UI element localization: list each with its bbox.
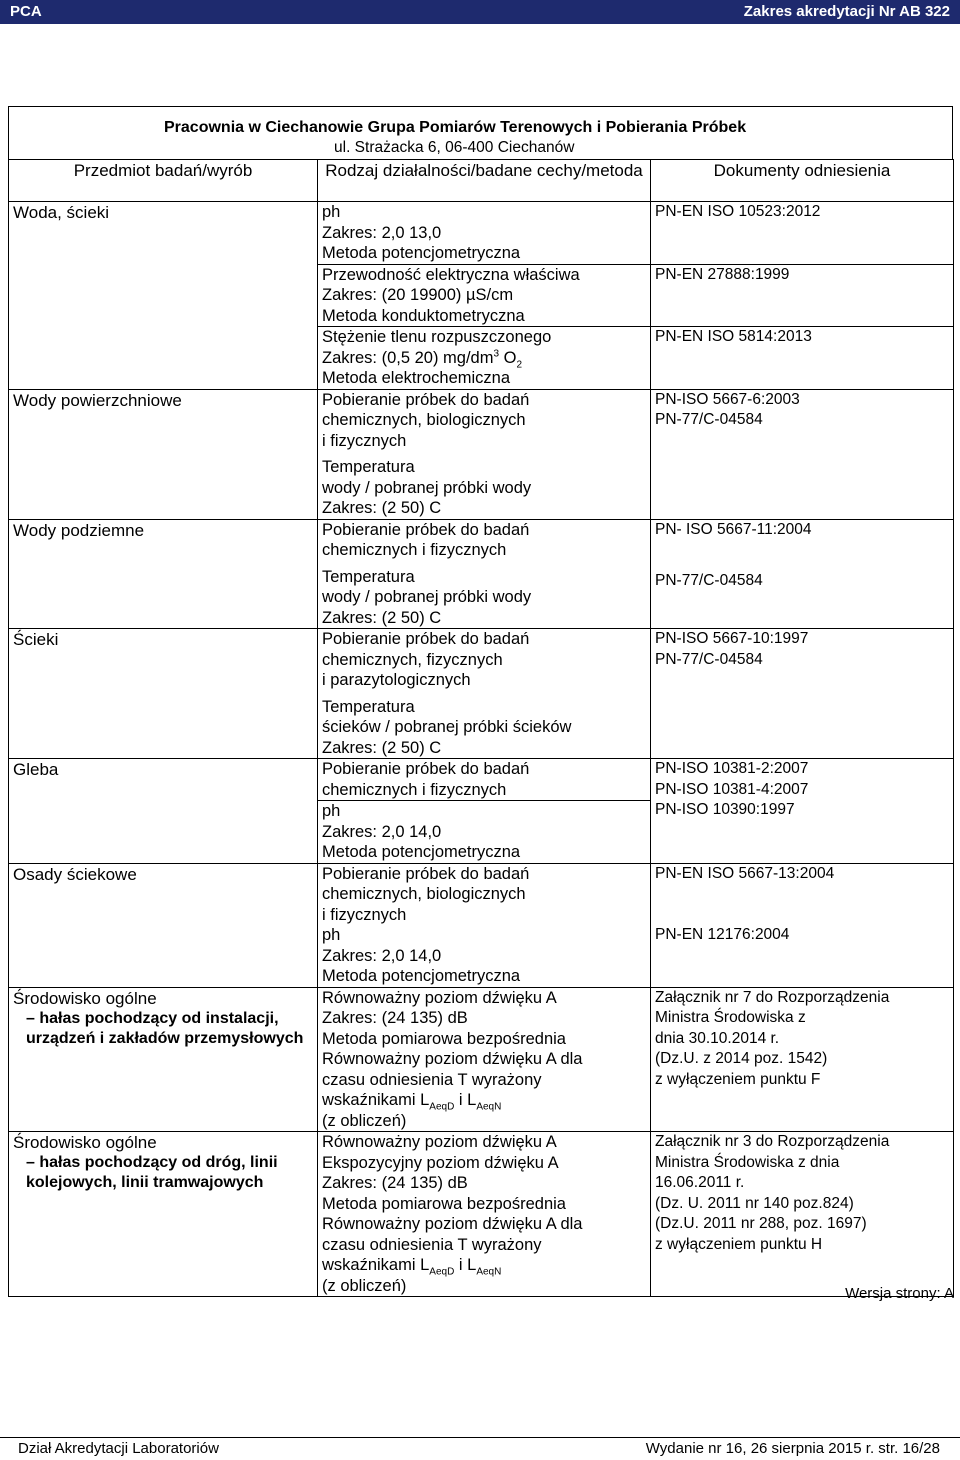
activity-cell: Pobieranie próbek do badań chemicznych, biologicznych i fizycznych Temperatura wody / pobranej próbki wody Zakres: (2 50) C	[318, 389, 651, 519]
lab-name: Pracownia w Ciechanowie Grupa Pomiarów Terenowych i Pobierania Próbek	[164, 119, 747, 136]
page-version: Wersja strony: A	[845, 1285, 954, 1302]
activity-cell: ph Zakres: 2,0 14,0 Metoda potencjometryczna	[318, 801, 651, 864]
activity-cell	[318, 202, 651, 265]
accreditation-table	[8, 159, 954, 1297]
page-footer	[0, 1437, 960, 1460]
activity-line: Metoda konduktometryczna	[322, 306, 525, 325]
activity-line: Stężenie tlenu rozpuszczonego	[322, 328, 552, 346]
document-cell: Załącznik nr 7 do Rozporządzenia Ministra Środowiska z dnia 30.10.2014 r. (Dz.U. z 2014 poz. 1542) z wyłączeniem punktu F	[651, 987, 954, 1132]
header-left-title: PCA	[10, 3, 42, 20]
document-cell: PN-EN ISO 5667-13:2004 PN-EN 12176:2004	[651, 863, 954, 987]
activity-cell: Pobieranie próbek do badań chemicznych, biologicznych i fizycznych ph Zakres: 2,0 14,0 Metoda potencjometryczna	[318, 863, 651, 987]
document-ref: PN-EN ISO 10523:2012	[655, 203, 821, 220]
activity-cell	[318, 264, 651, 327]
activity-line: Zakres: (20 19900) µS/cm	[322, 286, 514, 304]
table-header-row	[9, 160, 954, 202]
document-cell: PN-ISO 5667-10:1997 PN-77/C-04584	[651, 629, 954, 759]
activity-cell: Równoważny poziom dźwięku A Ekspozycyjny poziom dźwięku A Zakres: (24 135) dB Metoda pomiarowa bezpośrednia Równoważny poziom dźwięku A dla czasu odniesienia T wyrażony wskaźnikami $L_{AeqD}$ i $L_{AeqN}$ (z obliczeń)	[318, 1132, 651, 1297]
activity-line: Metoda potencjometryczna	[322, 244, 521, 262]
document-cell: PN-ISO 5667-6:2003 PN-77/C-04584	[651, 389, 954, 519]
column-header-documents: Dokumenty odniesienia	[651, 160, 954, 202]
subject-cell: Wody powierzchniowe	[9, 389, 318, 519]
activity-line: Zakres: (0,5 20) $mg/dm^3$ $O_2$	[322, 348, 523, 370]
header-right-title: Zakres akredytacji Nr AB 322	[743, 3, 950, 20]
subject-cell: Woda, ścieki	[9, 202, 318, 390]
lab-address: ul. Strażacka 6, 06-400 Ciechanów	[334, 139, 575, 156]
activity-cell: Pobieranie próbek do badań chemicznych i fizycznych	[318, 759, 651, 801]
activity-cell: Pobieranie próbek do badań chemicznych, fizycznych i parazytologicznych Temperatura ścieków / pobranej próbki ścieków Zakres: (2 50) C	[318, 629, 651, 759]
column-header-subject: Przedmiot badań/wyrób	[9, 160, 318, 202]
table-row	[9, 863, 954, 987]
subject-cell: Środowisko ogólne – hałas pochodzący od dróg, linii kolejowych, linii tramwajowych	[9, 1132, 318, 1297]
table-row	[9, 202, 954, 265]
subject-cell: Ścieki	[9, 629, 318, 759]
document-ref: PN-EN ISO 5814:2013	[655, 328, 812, 345]
activity-line: Przewodność elektryczna właściwa	[322, 265, 580, 284]
document-cell: PN- ISO 5667-11:2004 PN-77/C-04584	[651, 519, 954, 629]
column-header-activity: Rodzaj działalności/badane cechy/metoda	[318, 160, 651, 202]
activity-cell	[318, 327, 651, 390]
activity-line: ph	[322, 203, 341, 221]
subject-cell: Osady ściekowe	[9, 863, 318, 987]
document-cell	[651, 264, 954, 327]
document-cell: Załącznik nr 3 do Rozporządzenia Ministra Środowiska z dnia 16.06.2011 r. (Dz. U. 2011 nr 140 poz.824) (Dz.U. 2011 nr 288, poz. 1697) z wyłączeniem punktu H	[651, 1132, 954, 1297]
subject-cell: Wody podziemne	[9, 519, 318, 629]
subject-cell: Środowisko ogólne – hałas pochodzący od instalacji, urządzeń i zakładów przemysłowych	[9, 987, 318, 1132]
document-cell	[651, 327, 954, 390]
lab-header-box	[8, 106, 953, 160]
subject-cell: Gleba	[9, 759, 318, 864]
activity-line: Zakres: 2,0 13,0	[322, 223, 442, 242]
activity-cell: Równoważny poziom dźwięku A Zakres: (24 135) dB Metoda pomiarowa bezpośrednia Równoważny poziom dźwięku A dla czasu odniesienia T wyrażony wskaźnikami $L_{AeqD}$ i $L_{AeqN}$ (z obliczeń)	[318, 987, 651, 1132]
document-cell: PN-ISO 10381-2:2007 PN-ISO 10381-4:2007 PN-ISO 10390:1997	[651, 759, 954, 864]
activity-cell: Pobieranie próbek do badań chemicznych i fizycznych Temperatura wody / pobranej próbki wody Zakres: (2 50) C	[318, 519, 651, 629]
table-row	[9, 519, 954, 629]
top-header-bar	[0, 0, 960, 24]
table-row	[9, 389, 954, 519]
table-row	[9, 759, 954, 801]
footer-left: Dział Akredytacji Laboratoriów	[18, 1440, 219, 1457]
table-row	[9, 1132, 954, 1297]
table-row	[9, 629, 954, 759]
document-ref: PN-EN 27888:1999	[655, 265, 790, 283]
document-cell	[651, 202, 954, 265]
table-row	[9, 987, 954, 1132]
activity-line: Metoda elektrochemiczna	[322, 369, 511, 387]
footer-right: Wydanie nr 16, 26 sierpnia 2015 r. str. 16/28	[645, 1440, 940, 1457]
